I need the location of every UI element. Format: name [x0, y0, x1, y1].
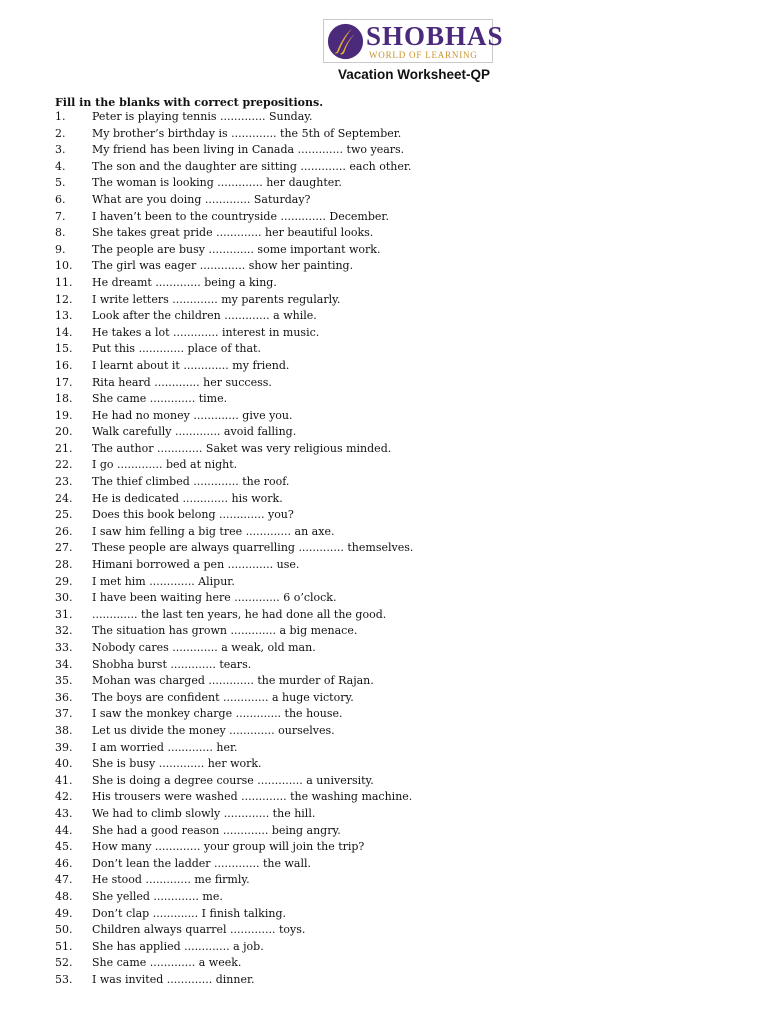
question-item: [55, 209, 745, 226]
shobhas-logo: [323, 19, 504, 63]
question-text: I saw the monkey charge ............. the house.: [92, 707, 343, 721]
question-item: [55, 972, 745, 989]
question-text: She yelled ............. me.: [92, 889, 223, 903]
question-number: 46.: [55, 856, 73, 870]
question-text: ............. the last ten years, he had done all the good.: [92, 607, 387, 621]
question-item: [55, 939, 745, 956]
question-number: 24.: [55, 491, 73, 505]
question-item: [55, 192, 745, 209]
question-text: The woman is looking ............. her daughter.: [92, 176, 342, 190]
question-text: I go ............. bed at night.: [92, 458, 238, 472]
question-text: The author ............. Saket was very religious minded.: [92, 441, 392, 455]
question-text: Shobha burst ............. tears.: [92, 657, 252, 671]
question-text: Rita heard ............. her success.: [92, 375, 272, 389]
question-text: The thief climbed ............. the roof.: [92, 475, 290, 489]
question-item: [55, 540, 745, 557]
question-item: [55, 889, 745, 906]
question-text: My brother’s birthday is ............. the 5th of September.: [92, 126, 402, 140]
question-item: [55, 507, 745, 524]
question-number: 21.: [55, 441, 73, 455]
question-number: 45.: [55, 840, 73, 854]
question-text: She has applied ............. a job.: [92, 939, 264, 953]
question-number: 3.: [55, 143, 66, 157]
question-item: [55, 640, 745, 657]
question-number: 12.: [55, 292, 73, 306]
question-item: [55, 175, 745, 192]
question-item: [55, 706, 745, 723]
question-number: 17.: [55, 375, 73, 389]
question-text: She is busy ............. her work.: [92, 757, 262, 771]
question-number: 33.: [55, 641, 73, 654]
question-item: [55, 441, 745, 458]
question-item: [55, 789, 745, 806]
question-text: His trousers were washed ............. the washing machine.: [92, 790, 413, 804]
question-number: 44.: [55, 823, 73, 837]
question-number: 41.: [55, 773, 73, 787]
question-number: 50.: [55, 923, 73, 937]
question-item: [55, 292, 745, 309]
question-number: 28.: [55, 558, 73, 572]
question-text: He had no money ............. give you.: [92, 408, 293, 422]
question-item: [55, 109, 745, 126]
shobhas-emblem-icon: [327, 23, 364, 60]
question-text: She had a good reason ............. being angry.: [92, 823, 341, 837]
question-number: 40.: [55, 757, 73, 771]
question-number: 18.: [55, 392, 73, 406]
question-text: Walk carefully ............. avoid falling.: [92, 425, 297, 439]
question-item: [55, 341, 745, 358]
question-text: The situation has grown ............. a big menace.: [92, 624, 358, 638]
worksheet-instruction: Fill in the blanks with correct prepositions.: [55, 96, 324, 109]
question-item: [55, 723, 745, 740]
question-text: Look after the children ............. a while.: [92, 309, 317, 323]
question-item: [55, 142, 745, 159]
question-text: My friend has been living in Canada ............. two years.: [92, 143, 405, 157]
question-text: He takes a lot ............. interest in music.: [92, 325, 320, 339]
logo-tagline: WORLD OF LEARNING: [369, 50, 478, 60]
question-number: 29.: [55, 574, 73, 588]
question-item: [55, 258, 745, 275]
question-item: [55, 159, 745, 176]
logo-wordmark: SHOBHAS: [366, 21, 504, 51]
question-number: 36.: [55, 690, 73, 704]
question-item: [55, 474, 745, 491]
question-number: 37.: [55, 707, 73, 721]
question-text: How many ............. your group will join the trip?: [92, 840, 365, 854]
question-text: Let us divide the money ............. ourselves.: [92, 723, 335, 737]
question-item: [55, 275, 745, 292]
question-item: [55, 773, 745, 790]
question-number: 14.: [55, 325, 73, 339]
question-item: [55, 955, 745, 972]
question-text: I was invited ............. dinner.: [92, 972, 255, 986]
question-number: 23.: [55, 475, 73, 489]
question-text: The people are busy ............. some important work.: [92, 242, 381, 256]
question-item: [55, 590, 745, 607]
question-item: [55, 607, 745, 624]
question-number: 53.: [55, 972, 73, 986]
question-number: 8.: [55, 226, 66, 240]
question-text: She takes great pride ............. her beautiful looks.: [92, 226, 374, 240]
question-number: 5.: [55, 176, 66, 190]
question-number: 51.: [55, 939, 73, 953]
question-text: We had to climb slowly ............. the hill.: [92, 806, 316, 820]
question-item: [55, 375, 745, 392]
question-item: [55, 358, 745, 375]
question-text: The son and the daughter are sitting ............. each other.: [92, 159, 412, 173]
question-text: What are you doing ............. Saturday?: [92, 192, 311, 206]
question-text: I met him ............. Alipur.: [92, 574, 235, 588]
question-item: [55, 457, 745, 474]
question-text: Put this ............. place of that.: [92, 342, 261, 356]
question-text: Don’t clap ............. I finish talking.: [92, 906, 286, 920]
question-number: 49.: [55, 906, 73, 920]
question-number: 13.: [55, 309, 73, 323]
question-item: [55, 308, 745, 325]
question-item: [55, 856, 745, 873]
question-text: Does this book belong ............. you?: [92, 508, 294, 522]
question-text: I have been waiting here ............. 6 o’clock.: [92, 591, 337, 605]
question-item: [55, 756, 745, 773]
question-number: 22.: [55, 458, 73, 472]
question-text: These people are always quarrelling ............. themselves.: [92, 541, 414, 555]
question-number: 16.: [55, 358, 73, 372]
question-text: He stood ............. me firmly.: [92, 873, 250, 887]
question-item: [55, 557, 745, 574]
question-text: I saw him felling a big tree ............. an axe.: [92, 524, 335, 538]
question-text: The boys are confident ............. a huge victory.: [92, 690, 354, 704]
question-text: I am worried ............. her.: [92, 740, 238, 754]
question-number: 20.: [55, 425, 73, 439]
question-number: 4.: [55, 159, 66, 173]
question-number: 9.: [55, 242, 66, 256]
question-text: Children always quarrel ............. toys.: [92, 923, 306, 937]
question-number: 42.: [55, 790, 73, 804]
question-list: [55, 109, 745, 988]
question-text: The girl was eager ............. show her painting.: [92, 259, 354, 273]
question-item: [55, 408, 745, 425]
question-item: [55, 906, 745, 923]
question-number: 10.: [55, 259, 73, 273]
question-number: 19.: [55, 408, 73, 422]
question-item: [55, 740, 745, 757]
question-item: [55, 225, 745, 242]
question-text: Peter is playing tennis ............. Sunday.: [92, 110, 313, 123]
question-number: 25.: [55, 508, 73, 522]
emblem-circle: [328, 24, 363, 59]
question-number: 6.: [55, 192, 66, 206]
question-number: 2.: [55, 126, 66, 140]
question-text: I haven’t been to the countryside ............. December.: [92, 209, 389, 223]
question-item: [55, 126, 745, 143]
question-number: 15.: [55, 342, 73, 356]
question-item: [55, 574, 745, 591]
question-item: [55, 673, 745, 690]
question-item: [55, 242, 745, 259]
question-number: 31.: [55, 607, 73, 621]
question-number: 47.: [55, 873, 73, 887]
question-item: [55, 391, 745, 408]
question-text: Mohan was charged ............. the murder of Rajan.: [92, 674, 374, 688]
question-text: She is doing a degree course ............. a university.: [92, 773, 374, 787]
question-number: 7.: [55, 209, 66, 223]
question-item: [55, 657, 745, 674]
question-number: 39.: [55, 740, 73, 754]
question-text: Don’t lean the ladder ............. the wall.: [92, 856, 312, 870]
question-item: [55, 823, 745, 840]
question-number: 26.: [55, 524, 73, 538]
question-text: He is dedicated ............. his work.: [92, 491, 283, 505]
question-item: [55, 325, 745, 342]
question-item: [55, 491, 745, 508]
question-item: [55, 623, 745, 640]
question-text: She came ............. a week.: [92, 956, 242, 970]
question-number: 30.: [55, 591, 73, 605]
question-number: 32.: [55, 624, 73, 638]
question-item: [55, 524, 745, 541]
question-number: 11.: [55, 275, 73, 289]
question-text: I learnt about it ............. my friend.: [92, 358, 290, 372]
question-item: [55, 922, 745, 939]
question-number: 43.: [55, 806, 73, 820]
question-number: 1.: [55, 110, 66, 123]
question-item: [55, 424, 745, 441]
question-text: He dreamt ............. being a king.: [92, 275, 277, 289]
question-item: [55, 872, 745, 889]
question-number: 34.: [55, 657, 73, 671]
question-number: 48.: [55, 889, 73, 903]
question-text: Himani borrowed a pen ............. use.: [92, 558, 300, 572]
question-number: 52.: [55, 956, 73, 970]
question-item: [55, 806, 745, 823]
question-number: 27.: [55, 541, 73, 555]
question-text: Nobody cares ............. a weak, old man.: [92, 641, 316, 654]
question-item: [55, 690, 745, 707]
question-text: I write letters ............. my parents regularly.: [92, 292, 341, 306]
question-number: 38.: [55, 723, 73, 737]
question-number: 35.: [55, 674, 73, 688]
worksheet-title: Vacation Worksheet-QP: [337, 67, 491, 82]
question-item: [55, 839, 745, 856]
question-text: She came ............. time.: [92, 392, 228, 406]
